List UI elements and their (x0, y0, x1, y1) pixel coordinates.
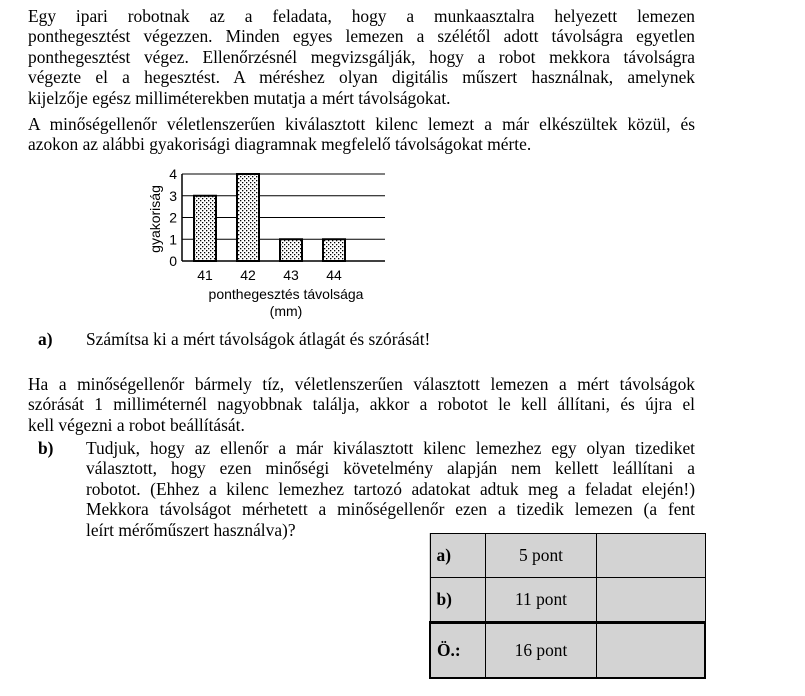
score-row-label: b) (430, 578, 486, 623)
x-axis-unit: (mm) (269, 303, 303, 319)
bar-43 (280, 239, 302, 261)
frequency-chart (140, 164, 400, 324)
condition-paragraph (28, 374, 695, 435)
question-b-label: b) (38, 438, 54, 458)
question-b-line: választott, hogy ezen minőségi követelmény alapján nem kellett leállítani a (86, 458, 695, 479)
question-b-text (86, 438, 695, 540)
condition-line: szórását 1 milliméternél nagyobbnak találja, akkor a robotot le kell állítani, és újra el (28, 394, 695, 415)
y-tick-label: 2 (169, 209, 177, 226)
score-row-a (430, 534, 705, 578)
x-axis-label: ponthegesztés távolsága (208, 286, 364, 302)
question-b-line: Mekkora távolságot mérhetett a minőségellenőr ezen a tizedik lemezen (a fent (86, 499, 695, 520)
question-b-line: robotot. (Ehhez a kilenc lemezhez tartozó adatokat adtuk meg a feladat elején!) (86, 478, 695, 499)
sample-line: A minőségellenőr véletlenszerűen kiválasztott kilenc lemezt a már elkészültek közül, és (28, 114, 695, 134)
y-tick-label: 1 (169, 231, 177, 248)
x-tick-label: 44 (326, 267, 342, 283)
question-a-text (86, 329, 695, 349)
score-row-points: 5 pont (486, 534, 597, 578)
score-row-total (430, 623, 705, 679)
y-tick-label: 0 (169, 253, 177, 269)
score-row-points: 16 pont (486, 623, 597, 679)
condition-line: kell végezni a robot beállítását. (28, 414, 245, 435)
score-table (429, 533, 706, 679)
score-row-blank (597, 623, 706, 679)
x-tick-label: 41 (197, 267, 213, 283)
intro-paragraph (28, 6, 695, 108)
x-tick-label: 42 (240, 267, 256, 283)
sample-paragraph (28, 114, 695, 155)
score-row-blank (597, 534, 706, 578)
intro-line: ponthegesztést végezzen. Minden egyes lemezen a szélétől adott távolságra egyetlen (28, 26, 695, 47)
intro-line: Egy ipari robotnak az a feladata, hogy a munkaasztalra helyezett lemezen (28, 6, 695, 26)
score-row-label: Ö.: (430, 623, 486, 679)
score-row-label: a) (430, 534, 486, 578)
score-row-blank (597, 578, 706, 623)
intro-line: ponthegesztést végez. Ellenőrzésnél megvizsgálják, hogy a robot mekkora távolságra (28, 46, 695, 67)
bar-41 (194, 196, 216, 261)
y-tick-label: 3 (169, 187, 177, 204)
score-row-b (430, 578, 705, 623)
question-b-line: leírt mérőműszert használva)? (86, 519, 296, 540)
bar-44 (323, 239, 345, 261)
y-tick-label: 4 (169, 166, 177, 182)
y-axis-label: gyakoriság (147, 185, 163, 253)
question-a-label: a) (38, 329, 53, 349)
bar-42 (237, 174, 259, 261)
intro-line: kijelzője egész milliméterekben mutatja a mért távolságokat. (28, 87, 451, 108)
condition-line: Ha a minőségellenőr bármely tíz, véletlenszerűen választott lemezen a mért távolságok (28, 374, 695, 394)
intro-line: végezte el a hegesztést. A méréshez olyan digitális műszert használnak, amelynek (28, 67, 695, 88)
score-row-points: 11 pont (486, 578, 597, 623)
question-b-line: Tudjuk, hogy az ellenőr a már kiválasztott kilenc lemezhez egy olyan tizediket (86, 438, 695, 458)
sample-line: azokon az alábbi gyakorisági diagramnak megfelelő távolságokat mérte. (28, 134, 532, 155)
x-tick-label: 43 (283, 267, 299, 283)
question-a-line: Számítsa ki a mért távolságok átlagát és szórását! (86, 329, 431, 349)
